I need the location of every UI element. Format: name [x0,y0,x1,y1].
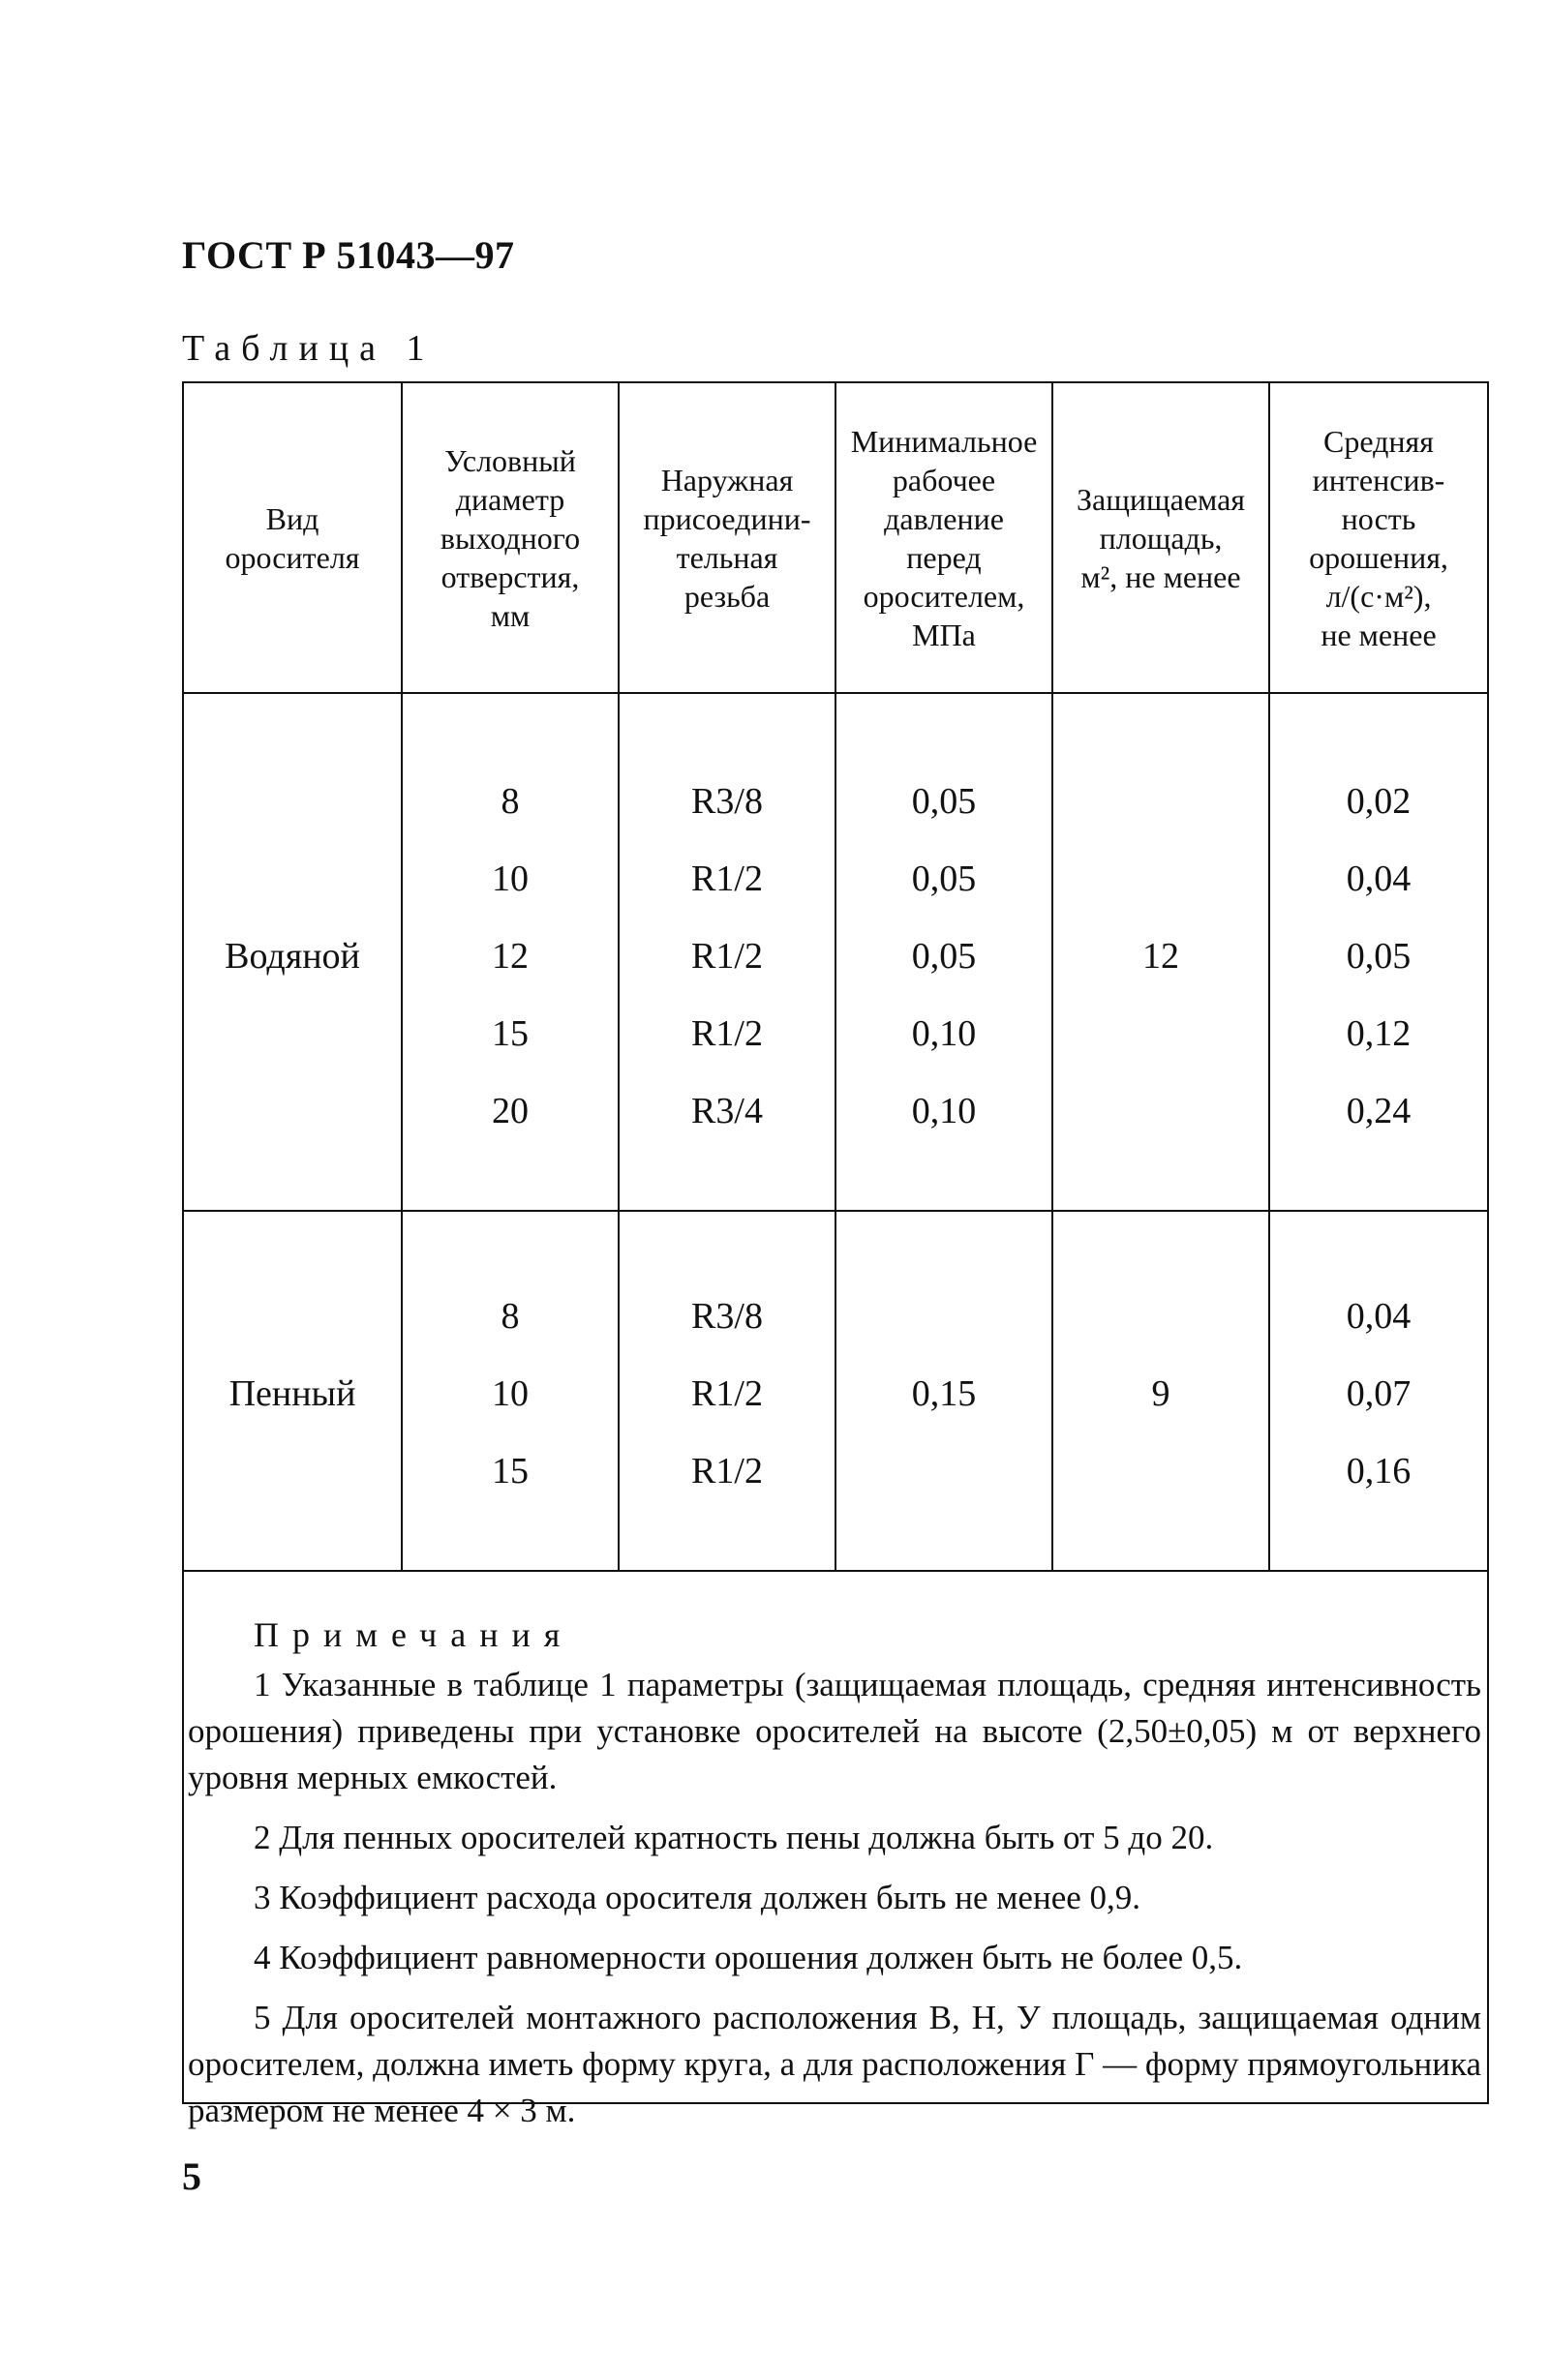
foam-diameter-cell: 8 [501,1296,520,1337]
foam-diameter-cell: 10 [492,1373,529,1414]
water-thread-cell: R3/8 [691,781,763,822]
foam-thread-cell: R3/8 [691,1296,763,1337]
header-intensity: Средняя интенсив- ность орошения, л/(с·м²), не менее [1309,423,1448,652]
water-pressure-cell: 0,10 [911,1091,977,1131]
water-pressure-cell: 0,05 [911,936,977,977]
water-pressure-cell: 0,05 [911,859,977,899]
water-diameter-cell: 8 [501,781,520,822]
page-number: 5 [182,2154,201,2198]
notes-title: Примечания [254,1615,574,1654]
water-thread-cell: R1/2 [691,1013,763,1054]
document-title: ГОСТ Р 51043—97 [182,233,515,277]
header-divider [182,692,1489,694]
water-area-cell: 12 [1142,936,1179,977]
note-item: 3 Коэффициент расхода оросителя должен быть не менее 0,9. [254,1879,1141,1916]
water-thread-cell: R1/2 [691,859,763,899]
notes-section [188,1612,1481,2148]
foam-thread-cell: R1/2 [691,1451,763,1491]
foam-diameter-cell: 15 [492,1451,529,1491]
water-intensity-cell: 0,02 [1346,781,1412,822]
foam-type-cell: Пенный [228,1373,356,1414]
water-thread-cell: R3/4 [691,1091,763,1131]
water-intensity-cell: 0,24 [1346,1091,1412,1131]
water-intensity-cell: 0,05 [1346,936,1412,977]
water-diameter-cell: 20 [492,1091,529,1131]
water-pressure-cell: 0,05 [911,781,977,822]
notes-divider [182,1570,1489,1572]
note-item: 1 Указанные в таблице 1 параметры (защищаемая площадь, средняя интенсивность орошения) приведены при установке оросителей на высоте (2,50±0,05) м от верхнего уровня мерных емкостей. [188,1666,1481,1796]
water-thread-cell: R1/2 [691,936,763,977]
header-thread: Наружная присоедини- тельная резьба [643,462,811,614]
note-item: 5 Для оросителей монтажного расположения В, Н, У площадь, защищаемая одним оросителем, должна иметь форму круга, а для расположения Г — форму прямоугольника размером не менее 4 × 3 м. [188,1999,1481,2129]
foam-intensity-cell: 0,16 [1346,1451,1412,1491]
note-item: 2 Для пенных оросителей кратность пены должна быть от 5 до 20. [254,1819,1214,1856]
note-item: 4 Коэффициент равномерности орошения должен быть не более 0,5. [254,1939,1243,1976]
water-pressure-cell: 0,10 [911,1013,977,1054]
foam-area-cell: 9 [1151,1373,1170,1414]
header-min-pressure: Минимальное рабочее давление перед оросителем, МПа [850,423,1038,652]
group-divider [182,1210,1489,1212]
water-type-cell: Водяной [225,936,360,977]
header-protected-area: Защищаемая площадь, м², не менее [1077,481,1245,594]
water-diameter-cell: 10 [492,859,529,899]
water-intensity-cell: 0,04 [1346,859,1412,899]
foam-intensity-cell: 0,04 [1346,1296,1412,1337]
water-diameter-cell: 15 [492,1013,529,1054]
water-diameter-cell: 12 [492,936,529,977]
water-intensity-cell: 0,12 [1346,1013,1412,1054]
header-sprinkler-type: Вид оросителя [225,500,360,575]
table-label: Таблица 1 [182,328,436,369]
foam-intensity-cell: 0,07 [1346,1373,1412,1414]
foam-thread-cell: R1/2 [691,1373,763,1414]
foam-pressure-cell: 0,15 [911,1373,977,1414]
header-nominal-diameter: Условный диаметр выходного отверстия, мм [440,442,581,633]
